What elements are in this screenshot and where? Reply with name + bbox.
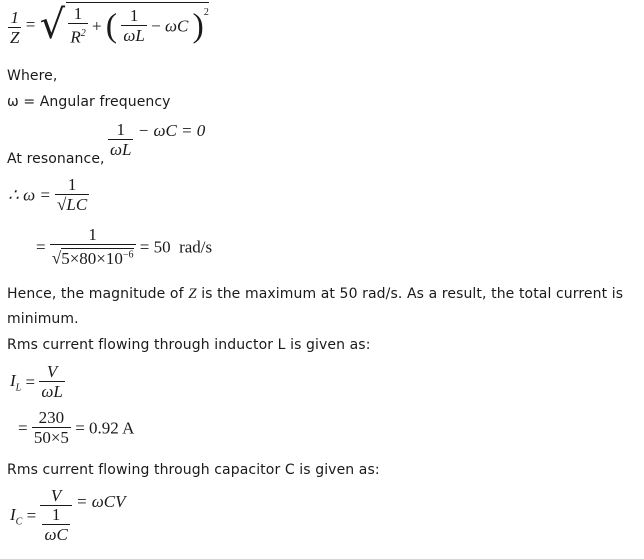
left-paren-icon: ( — [105, 7, 118, 45]
eq5-equals: = — [25, 372, 36, 392]
eq4-den: 5×80×10 — [61, 248, 123, 268]
eq7-inner-fraction — [42, 506, 69, 545]
eq4-equals: = — [36, 237, 46, 257]
eq1-lhs-fraction — [8, 9, 21, 48]
equation-omega-value — [36, 226, 212, 269]
eq3-num: 1 — [67, 175, 77, 194]
eq7-lhs — [10, 504, 23, 528]
eq3-lhs: ∴ ω = — [8, 185, 51, 205]
eq1-inner-fraction — [68, 5, 87, 48]
sqrt-sign-icon: √ — [39, 2, 66, 48]
hence-Z: Z — [188, 286, 197, 302]
equation-resonance — [108, 121, 205, 160]
eq7-equals: = — [26, 506, 37, 525]
eq7-lhs-sub: C — [15, 516, 23, 528]
eq5-fraction — [39, 363, 64, 402]
eq6-rest: = 0.92 A — [75, 418, 135, 438]
eq2-den: ωL — [110, 140, 132, 159]
equation-omega — [8, 176, 89, 215]
eq1-minus-term: ωC — [164, 16, 189, 36]
eq1-paren-den: ωL — [123, 26, 145, 45]
sqrt-sign-icon: √ — [51, 248, 62, 268]
equation-IL — [10, 363, 65, 402]
eq7-rest: = ωCV — [76, 492, 126, 511]
eq4-fraction — [50, 226, 136, 269]
eq4-den-exp: −6 — [122, 249, 134, 260]
eq5-lhs-sub: L — [15, 382, 22, 394]
eq4-den-body — [61, 248, 133, 268]
eq7-den-wrap — [40, 505, 71, 545]
where-label: Where, — [7, 68, 58, 84]
eq7-lhs-base: I — [10, 504, 16, 524]
eq1-inner-den-exp: 2 — [80, 28, 86, 40]
sqrt-sign-icon: √ — [57, 195, 67, 214]
eq1-inner-den-base: R — [70, 27, 81, 47]
eq1-lhs-num: 1 — [10, 7, 19, 27]
at-resonance-label: At resonance, — [7, 151, 105, 167]
rms-capacitor-text: Rms current flowing through capacitor C is given as: — [7, 462, 380, 478]
eq1-plus: + — [91, 16, 102, 36]
eq5-lhs — [10, 371, 22, 394]
eq2-rest: − ωC = 0 — [137, 120, 206, 140]
eq1-minus: − — [151, 16, 165, 36]
hence-text-b: is the maximum at 50 rad/s. As a result, the total current is — [196, 286, 624, 302]
eq5-lhs-base: I — [10, 371, 16, 391]
rms-inductor-text: Rms current flowing through inductor L is given as: — [7, 337, 371, 353]
eq3-fraction — [55, 176, 89, 215]
eq4-den-wrap — [50, 244, 136, 269]
eq1-lhs-den: Z — [10, 27, 20, 47]
eq1-paren-num: 1 — [129, 6, 139, 25]
eq2-num: 1 — [116, 120, 125, 139]
hence-text-a: Hence, the magnitude of — [7, 286, 189, 302]
equation-impedance — [8, 2, 209, 56]
eq3-den-wrap — [55, 194, 89, 215]
omega-definition: ω = Angular frequency — [7, 94, 171, 110]
eq6-fraction — [32, 409, 71, 448]
eq5-den: ωL — [41, 382, 63, 401]
eq7-num: V — [50, 486, 62, 505]
eq5-num: V — [46, 362, 58, 381]
eq1-exp: 2 — [203, 7, 209, 19]
eq4-rest: = 50 rad/s — [139, 237, 213, 257]
eq3-den: LC — [66, 195, 88, 214]
eq7-fraction — [40, 487, 71, 545]
eq1-paren-fraction — [121, 7, 146, 46]
eq1-radical — [40, 2, 209, 48]
eq7-inner-num: 1 — [51, 505, 61, 524]
eq1-inner-den — [68, 23, 87, 48]
eq1-inner-num: 1 — [73, 4, 83, 24]
equation-IL-value — [18, 409, 134, 448]
eq4-num: 1 — [88, 225, 97, 244]
eq6-equals: = — [18, 418, 28, 438]
hence-line-1 — [7, 285, 623, 303]
equation-IC — [10, 487, 125, 545]
right-paren-icon: ) — [192, 7, 204, 45]
eq6-den: 50×5 — [33, 428, 69, 447]
eq2-fraction — [108, 121, 133, 160]
eq1-equals: = — [25, 15, 36, 34]
hence-line-2: minimum. — [7, 311, 79, 327]
eq7-inner-den: ωC — [44, 525, 68, 544]
eq6-num: 230 — [38, 408, 65, 427]
eq1-radicand — [66, 2, 209, 48]
